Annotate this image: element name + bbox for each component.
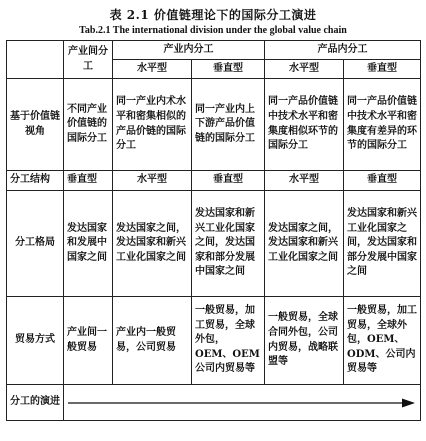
table-cell: 产业内一般贸易，公司贸易 xyxy=(113,297,192,385)
table-row xyxy=(7,385,421,421)
header-intra-industry-horizontal: 水平型 xyxy=(113,60,192,79)
header-intra-industry: 产业内分工 xyxy=(113,41,265,60)
table-cell: 一般贸易，加工贸易，全球外包，OEM、ODM、公司内贸易等 xyxy=(344,297,421,385)
table-cell: 同一产业内上下游产品价值链的国际分工 xyxy=(192,79,265,171)
table-cell: 一般贸易，全球合同外包，公司内贸易，战略联盟等 xyxy=(265,297,344,385)
header-intra-industry-vertical: 垂直型 xyxy=(192,60,265,79)
header-intra-product-vertical: 垂直型 xyxy=(344,60,421,79)
table-row xyxy=(7,191,421,297)
table-title-english: Tab.2.1 The international division under the global value chain xyxy=(79,25,347,36)
arrow-head xyxy=(402,398,415,407)
table-cell: 发达国家和发展中国家之间 xyxy=(64,191,113,297)
table-cell: 发达国家和新兴工业化国家之间，发达国家和部分发展中国家之间 xyxy=(192,191,265,297)
table-row xyxy=(7,171,421,191)
table-cell: 垂直型 xyxy=(64,171,113,191)
table-cell: 发达国家和新兴工业化国家之间，发达国家和部分发展中国家之间 xyxy=(344,191,421,297)
table-cell: 一般贸易，加工贸易，全球外包，OEM、OEM公司内贸易等 xyxy=(192,297,265,385)
table-cell: 发达国家之间，发达国家和新兴工业化国家之间 xyxy=(265,191,344,297)
header-intra-product: 产品内分工 xyxy=(265,41,421,60)
table-title: 表 2.1 价值链理论下的国际分工演进 xyxy=(109,8,317,22)
table-cell: 垂直型 xyxy=(344,171,421,191)
table-cell: 水平型 xyxy=(265,171,344,191)
table-cell: 水平型 xyxy=(113,171,192,191)
row-label-evolution: 分工的演进 xyxy=(7,385,64,421)
table-cell: 同一产品价值链中技术水平和密集度相似环节的国际分工 xyxy=(265,79,344,171)
table-row xyxy=(7,297,421,385)
header-inter-industry: 产业间分工 xyxy=(64,41,113,79)
table-cell: 发达国家之间，发达国家和新兴工业化国家之间 xyxy=(113,191,192,297)
row-label-trade: 贸易方式 xyxy=(7,297,64,385)
table-cell: 垂直型 xyxy=(192,171,265,191)
row-label-basis: 基于价值链视角 xyxy=(7,79,64,171)
row-label-structure: 分工结构 xyxy=(7,171,64,191)
table-cell: 不同产业价值链的国际分工 xyxy=(64,79,113,171)
table-row xyxy=(7,79,421,171)
evolution-arrow xyxy=(64,386,421,420)
table-cell: 同一产品价值链中技术水平和密集度有差异的环节的国际分工 xyxy=(344,79,421,171)
division-table xyxy=(6,40,421,421)
row-label-pattern: 分工格局 xyxy=(7,191,64,297)
header-intra-product-horizontal: 水平型 xyxy=(265,60,344,79)
corner-cell xyxy=(7,41,64,79)
evolution-arrow-cell xyxy=(64,385,421,421)
table-cell: 同一产业内术水平和密集相似的产品价链的国际分工 xyxy=(113,79,192,171)
table-cell: 产业间一般贸易 xyxy=(64,297,113,385)
